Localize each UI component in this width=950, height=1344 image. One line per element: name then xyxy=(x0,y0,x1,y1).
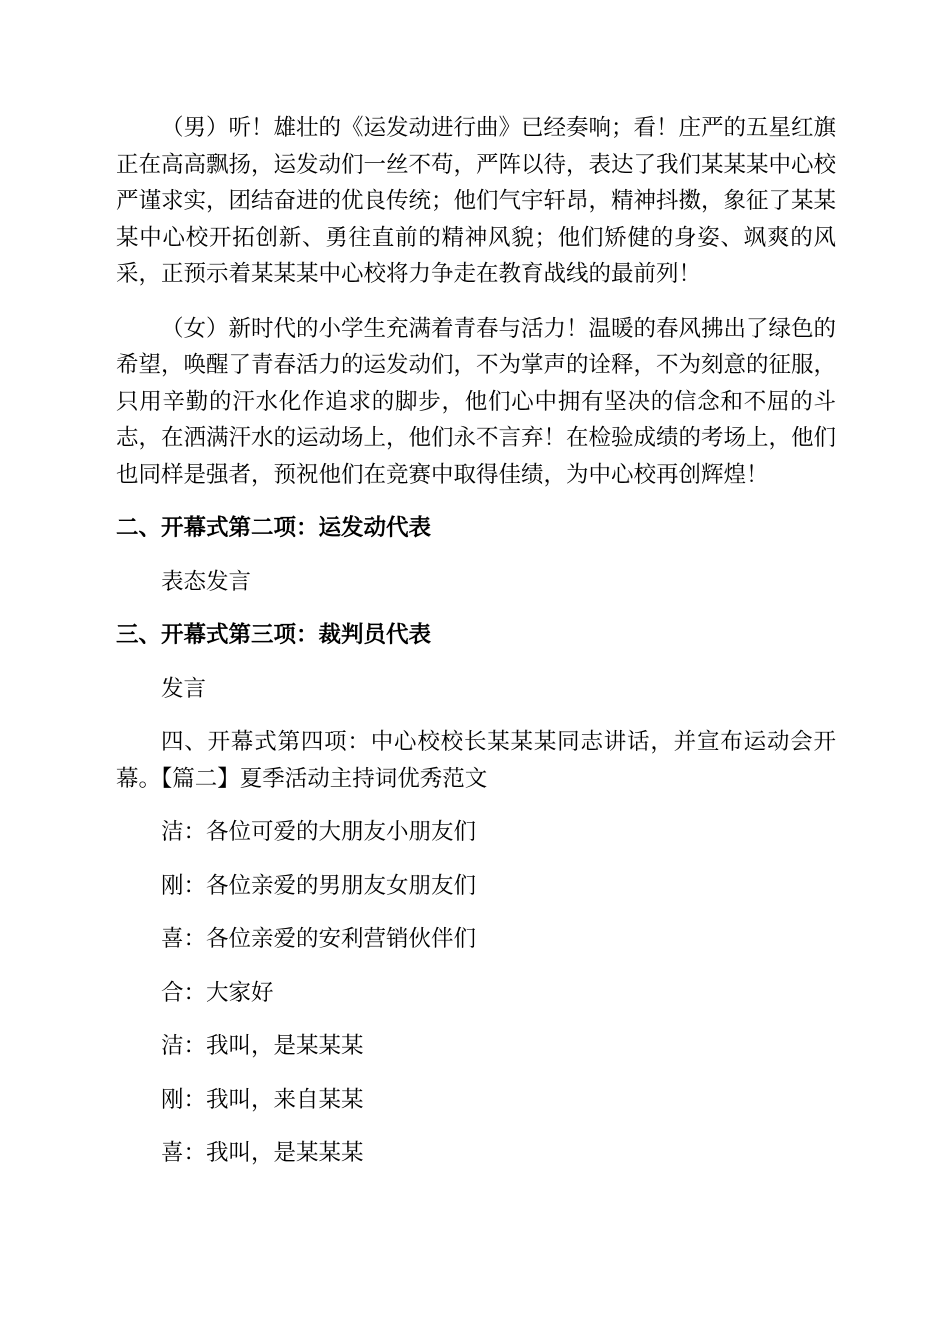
paragraph-section-4: 四、开幕式第四项：中心校校长某某某同志讲话，并宣布运动会开幕。【篇二】夏季活动主持词优秀范文 xyxy=(116,729,836,792)
dialogue-line: 洁：我叫，是某某某 xyxy=(161,1033,364,1059)
paragraph-male-host: （男）听！雄壮的《运发动进行曲》已经奏响；看！庄严的五星红旗正在高高飘扬，运发动们一丝不苟，严阵以待，表达了我们某某某中心校严谨求实，团结奋进的优良传统；他们气宇轩昂，精神抖擞，象征了某某某中心校开拓创新、勇往直前的精神风貌；他们矫健的身姿、飒爽的风采，正预示着某某某中心校将力争走在教育战线的最前列！ xyxy=(116,115,837,287)
dialogue-line: 喜：各位亲爱的安利营销伙伴们 xyxy=(161,926,477,952)
paragraph-female-host: （女）新时代的小学生充满着青春与活力！温暖的春风拂出了绿色的希望，唤醒了青春活力的运发动们，不为掌声的诠释，不为刻意的征服，只用辛勤的汗水化作追求的脚步，他们心中拥有坚决的信念和不屈的斗志，在洒满汗水的运动场上，他们永不言弃！在检验成绩的考场上，他们也同样是强者，预祝他们在竞赛中取得佳绩，为中心校再创辉煌！ xyxy=(116,315,837,488)
section-heading-2: 二、开幕式第二项：运发动代表 xyxy=(116,515,432,541)
dialogue-line: 合：大家好 xyxy=(161,979,274,1006)
section-heading-3: 三、开幕式第三项：裁判员代表 xyxy=(116,622,432,648)
dialogue-line: 洁：各位可爱的大朋友小朋友们 xyxy=(161,819,477,845)
dialogue-line: 喜：我叫，是某某某 xyxy=(161,1140,364,1166)
dialogue-line: 刚：各位亲爱的男朋友女朋友们 xyxy=(161,872,477,899)
section-2-subtext: 表态发言 xyxy=(161,568,252,595)
dialogue-line: 刚：我叫，来自某某 xyxy=(161,1086,364,1113)
document-page xyxy=(116,110,836,1172)
section-3-subtext: 发言 xyxy=(161,675,207,702)
